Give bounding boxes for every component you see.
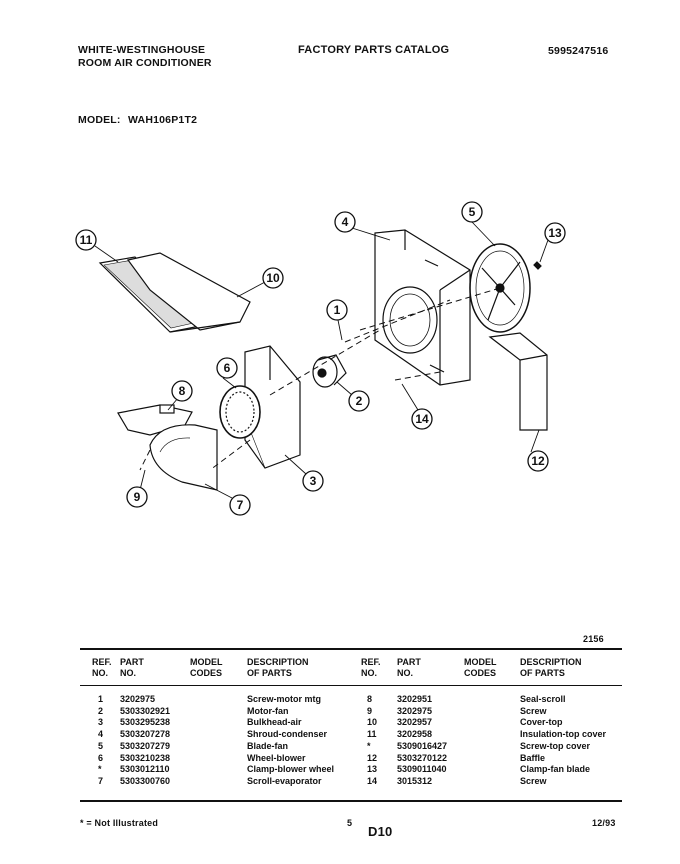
column-header-part-no: NO. xyxy=(397,668,414,678)
callout-label: 4 xyxy=(341,215,349,229)
table-cell-desc: Motor-fan xyxy=(247,705,289,716)
callout-label: 11 xyxy=(79,233,93,247)
table-cell-desc: Baffle xyxy=(520,752,546,763)
table-cell-desc: Clamp-fan blade xyxy=(520,764,591,775)
table-cell-part: 5303295238 xyxy=(120,717,171,728)
scroll-evaporator-part xyxy=(150,425,217,490)
callout-label: 7 xyxy=(236,498,244,512)
callout-label: 3 xyxy=(309,474,317,488)
table-cell-ref: * xyxy=(98,764,102,775)
table-cell-part: 3202975 xyxy=(397,705,433,716)
column-header-description: OF PARTS xyxy=(247,668,292,678)
table-cell-desc: Screw xyxy=(520,705,547,716)
table-cell-desc: Screw-top cover xyxy=(520,740,591,751)
table-cell-ref: 1 xyxy=(98,694,104,704)
table-bottom-rule xyxy=(80,800,622,802)
table-cell-part: 3202951 xyxy=(397,694,433,704)
table-cell-part: 5309016427 xyxy=(397,740,448,751)
table-cell-ref: 12 xyxy=(367,752,378,763)
column-header-model-codes: MODEL xyxy=(464,657,497,667)
callout-label: 9 xyxy=(133,490,141,504)
table-cell-part: 5303270122 xyxy=(397,752,448,763)
shroud-condenser-part xyxy=(375,230,470,385)
baffle-part xyxy=(490,333,547,430)
table-cell-desc: Clamp-blower wheel xyxy=(247,764,335,775)
callout-label: 13 xyxy=(548,226,562,240)
column-header-part-no: PART xyxy=(397,657,421,667)
callout-label: 5 xyxy=(468,205,476,219)
table-cell-part: 5303207278 xyxy=(120,729,171,740)
table-cell-part: 3202958 xyxy=(397,729,433,740)
figure-number: 2156 xyxy=(583,634,604,644)
column-header-model-codes: CODES xyxy=(190,668,223,678)
motor-fan-part xyxy=(313,355,346,387)
product-line: ROOM AIR CONDITIONER xyxy=(78,57,212,69)
company-name: WHITE-WESTINGHOUSE xyxy=(78,44,206,56)
table-cell-desc: Seal-scroll xyxy=(520,694,566,704)
page-number: 5 xyxy=(347,818,353,828)
column-header-ref-no: NO. xyxy=(92,668,109,678)
column-header-ref-no: REF. xyxy=(361,657,381,667)
callout-label: 1 xyxy=(333,303,341,317)
callout-label: 6 xyxy=(223,361,231,375)
column-header-ref-no: REF. xyxy=(92,657,112,667)
page-code: D10 xyxy=(368,824,393,839)
table-cell-desc: Bulkhead-air xyxy=(247,717,302,728)
column-header-part-no: NO. xyxy=(120,668,137,678)
table-cell-part: 5303300760 xyxy=(120,775,171,786)
table-top-rule xyxy=(80,648,622,650)
table-cell-ref: 3 xyxy=(98,717,104,728)
exploded-parts-diagram xyxy=(0,180,680,620)
table-cell-ref: 2 xyxy=(98,705,104,716)
table-cell-desc: Scroll-evaporator xyxy=(247,775,322,786)
table-cell-part: 3015312 xyxy=(397,775,433,786)
table-cell-desc: Insulation-top cover xyxy=(520,729,607,740)
table-cell-ref: 13 xyxy=(367,764,378,775)
table-cell-ref: 11 xyxy=(367,729,377,740)
table-cell-ref: 5 xyxy=(98,740,104,751)
table-cell-ref: 6 xyxy=(98,752,104,763)
table-cell-desc: Screw-motor mtg xyxy=(247,694,322,704)
column-header-part-no: PART xyxy=(120,657,144,667)
footnote: * = Not Illustrated xyxy=(80,818,159,828)
table-cell-desc: Cover-top xyxy=(520,717,563,728)
table-cell-ref: 4 xyxy=(98,729,104,740)
callout-label: 10 xyxy=(266,271,280,285)
callout-label: 8 xyxy=(178,384,186,398)
table-cell-ref: 9 xyxy=(367,705,373,716)
fan-blade-part xyxy=(470,244,530,332)
column-header-ref-no: NO. xyxy=(361,668,378,678)
callout-label: 14 xyxy=(415,412,429,426)
table-cell-part: 3202975 xyxy=(120,694,156,704)
catalog-number: 5995247516 xyxy=(548,45,609,57)
table-cell-part: 5303012110 xyxy=(120,764,170,775)
callout-label: 12 xyxy=(531,454,545,468)
table-header-rule xyxy=(80,685,622,686)
table-cell-part: 5303302921 xyxy=(120,705,171,716)
table-cell-ref: 7 xyxy=(98,775,104,786)
table-cell-desc: Shroud-condenser xyxy=(247,729,328,740)
table-cell-ref: 8 xyxy=(367,694,373,704)
table-cell-part: 5303207279 xyxy=(120,740,171,751)
table-cell-desc: Blade-fan xyxy=(247,740,289,751)
model-number: WAH106P1T2 xyxy=(128,114,198,126)
table-cell-desc: Wheel-blower xyxy=(247,752,306,763)
column-header-model-codes: CODES xyxy=(464,668,497,678)
table-cell-ref: * xyxy=(367,740,371,751)
table-cell-ref: 14 xyxy=(367,775,378,786)
column-header-description: DESCRIPTION xyxy=(520,657,582,667)
model-label: MODEL: xyxy=(78,114,121,126)
table-cell-desc: Screw xyxy=(520,775,547,786)
catalog-title: FACTORY PARTS CATALOG xyxy=(298,44,450,56)
catalog-date: 12/93 xyxy=(592,818,616,828)
table-cell-part: 3202957 xyxy=(397,717,433,728)
callout-label: 2 xyxy=(355,394,363,408)
column-header-description: DESCRIPTION xyxy=(247,657,309,667)
column-header-model-codes: MODEL xyxy=(190,657,223,667)
wheel-blower-part xyxy=(220,386,260,438)
clamp-fan-blade-part xyxy=(534,262,541,269)
table-cell-part: 5303210238 xyxy=(120,752,171,763)
column-header-description: OF PARTS xyxy=(520,668,565,678)
table-cell-ref: 10 xyxy=(367,717,378,728)
table-cell-part: 5309011040 xyxy=(397,764,447,775)
